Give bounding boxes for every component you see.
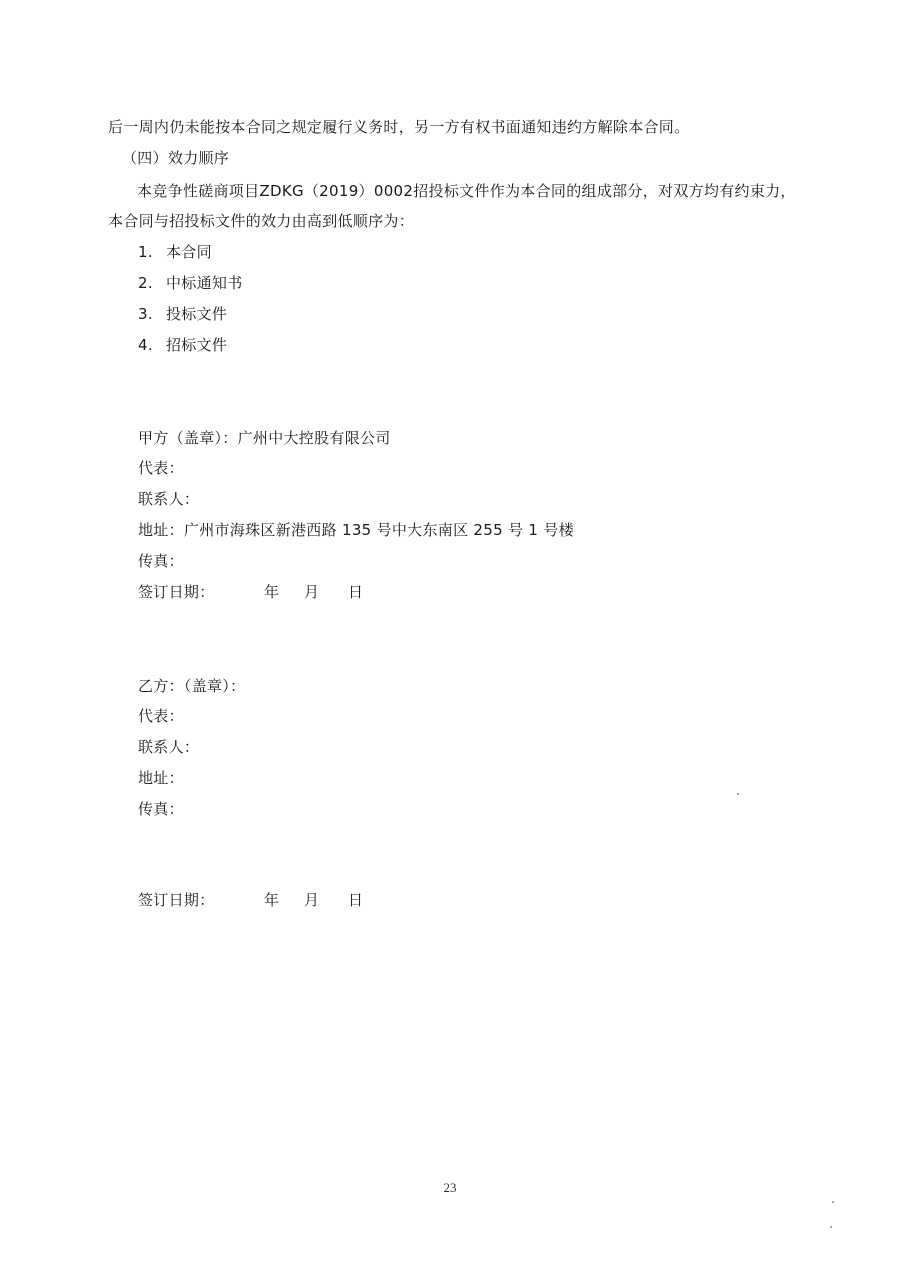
- paragraph-line: 本竞争性磋商项目ZDKG（2019）0002招投标文件作为本合同的组成部分，对双方均有约束力，: [137, 182, 796, 200]
- party-a-fax: 传真：: [138, 552, 184, 570]
- party-b-contact: 联系人：: [138, 738, 200, 756]
- party-a-signing-date: [138, 582, 363, 602]
- list-item-number: 3.: [138, 305, 153, 323]
- list-item-text: 投标文件: [166, 305, 228, 323]
- year-label: 年: [264, 583, 280, 601]
- party-b-signing-date: [138, 890, 363, 910]
- scan-speck: [830, 1226, 832, 1228]
- party-a-contact: 联系人：: [138, 490, 200, 508]
- list-item-text: 本合同: [166, 243, 212, 261]
- page-number: 23: [443, 1180, 457, 1195]
- signing-date-label: 签订日期：: [138, 891, 215, 909]
- year-label: 年: [264, 891, 280, 909]
- list-item: [138, 335, 227, 355]
- section-heading: （四）效力顺序: [122, 149, 230, 167]
- signing-date-label: 签订日期：: [138, 583, 215, 601]
- day-label: 日: [348, 583, 364, 601]
- list-item: [138, 304, 227, 324]
- paragraph-continuation: 后一周内仍未能按本合同之规定履行义务时，另一方有权书面通知违约方解除本合同。: [108, 118, 690, 136]
- party-b-fax: 传真：: [138, 800, 184, 818]
- party-b-title: 乙方：（盖章）：: [138, 677, 246, 695]
- month-label: 月: [304, 583, 320, 601]
- party-a-title: 甲方（盖章）：广州中大控股有限公司: [138, 429, 391, 447]
- list-item-number: 2.: [138, 274, 153, 292]
- party-b-representative: 代表：: [138, 707, 184, 725]
- list-item: [138, 242, 212, 262]
- party-b-address: 地址：: [138, 769, 184, 787]
- list-item-text: 中标通知书: [166, 274, 243, 292]
- scan-speck: [832, 1201, 834, 1203]
- party-a-representative: 代表：: [138, 459, 184, 477]
- party-a-address: 地址：广州市海珠区新港西路 135 号中大东南区 255 号 1 号楼: [138, 521, 574, 539]
- scan-speck: [737, 793, 739, 795]
- day-label: 日: [348, 891, 364, 909]
- list-item-text: 招标文件: [166, 336, 228, 354]
- paragraph-line: 本合同与招投标文件的效力由高到低顺序为：: [108, 212, 415, 230]
- month-label: 月: [304, 891, 320, 909]
- list-item-number: 4.: [138, 336, 153, 354]
- list-item: [138, 273, 243, 293]
- list-item-number: 1.: [138, 243, 153, 261]
